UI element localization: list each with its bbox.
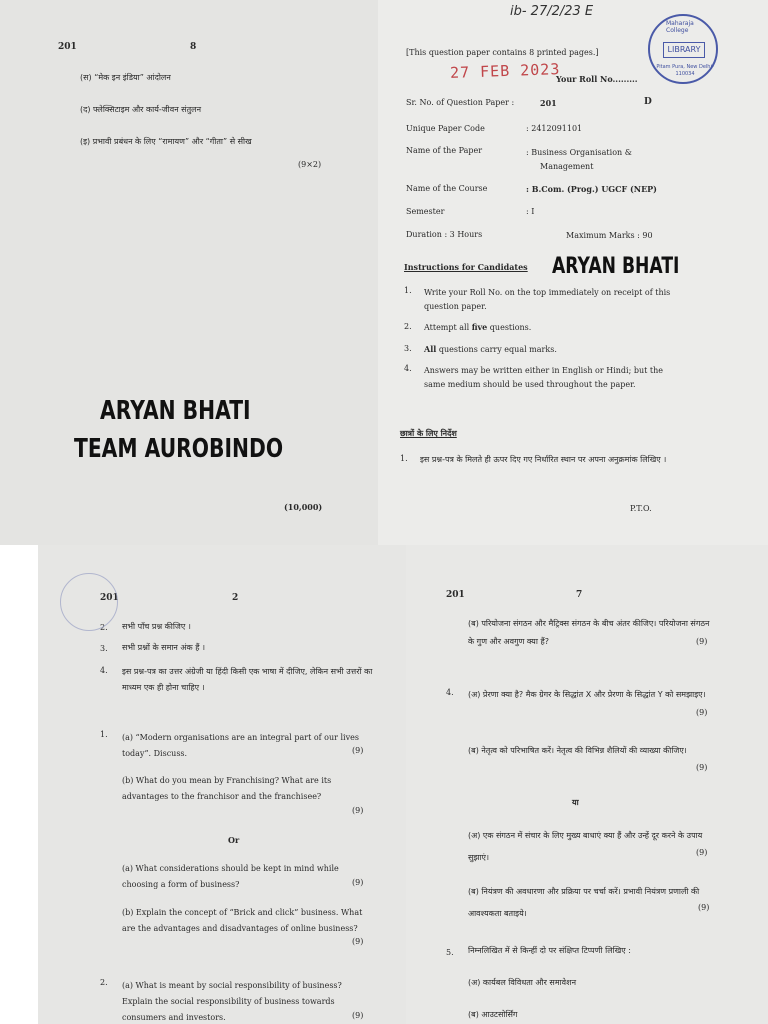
instruction-number: 2. — [404, 322, 412, 331]
marks: (9) — [696, 763, 708, 772]
printed-pages-note: [This question paper contains 8 printed pages.] — [406, 48, 599, 57]
stamp-bottom-text: Pitam Pura, New Delhi-110034 — [656, 64, 714, 77]
list-item: सभी प्रश्नों के समान अंक हैं । — [122, 643, 206, 652]
sr-no-value: 201 — [540, 98, 557, 108]
handwritten-note: ib- 27/2/23 E — [510, 4, 594, 19]
instruction-text: All questions carry equal marks. — [424, 344, 557, 354]
paper-name-value-2: Management — [540, 162, 594, 171]
list-item: सभी पाँच प्रश्न कीजिए । — [122, 622, 191, 631]
question-4a: (अ) प्रेरणा क्या है? मैक ग्रेगर के सिद्धांत X और प्रेरणा के सिद्धांत Y को समझाइए। — [468, 690, 706, 699]
cover-page — [378, 0, 768, 545]
instructions-heading: Instructions for Candidates — [404, 262, 528, 272]
question-number: 5. — [446, 948, 454, 957]
paper-code: 201 — [100, 593, 119, 603]
list-item: (इ) प्रभावी प्रबंधन के लिए “रामायण” और “गीता” से सीख — [80, 137, 252, 146]
item-number: 2. — [100, 623, 108, 632]
marks: (9) — [352, 806, 364, 815]
question-b: (ब) परियोजना संगठन और मैट्रिक्स संगठन के बीच अंतर कीजिए। परियोजना संगठन के गुण और अवगुण क्या हैं? — [468, 619, 710, 646]
marks: (9) — [698, 903, 710, 912]
marks: (9) — [352, 878, 364, 887]
paper-name-label: Name of the Paper — [406, 146, 483, 155]
list-item: (ब) आउटसोर्सिंग — [468, 1010, 518, 1019]
list-item: (द) फ्लेक्सिटाइम और कार्य-जीवन संतुलन — [80, 105, 202, 114]
question-4a-alt: (अ) एक संगठन में संचार के लिए मुख्य बाधाएं क्या हैं और उन्हें दूर करने के उपाय सुझाएं। — [468, 831, 703, 862]
marks: (9) — [352, 937, 364, 946]
instruction-number: 3. — [404, 344, 412, 353]
list-item: इस प्रश्न-पत्र का उत्तर अंग्रेजी या हिंदी किसी एक भाषा में दीजिए, लेकिन सभी उत्तरों का माध्यम एक ही होना चाहिए । — [122, 667, 373, 692]
question-4b-alt: (ब) नियंत्रण की अवधारणा और प्रक्रिया पर चर्चा करें। प्रभावी नियंत्रण प्रणाली की आवश्यकता बताइये। — [468, 887, 700, 918]
semester-label: Semester — [406, 207, 445, 216]
marks: (9) — [696, 848, 708, 857]
duration: Duration : 3 Hours — [406, 230, 483, 239]
question-2a: (a) What is meant by social responsibility of business? Explain the social responsibility of business towards consumers and investors. — [122, 981, 342, 1022]
paper-code: 201 — [446, 590, 465, 600]
instruction-text: Answers may be written either in English or Hindi; but the same medium should be used throughout the paper. — [424, 366, 663, 389]
set-letter: D — [644, 97, 652, 107]
marks: (9) — [696, 708, 708, 717]
semester-value: : I — [526, 207, 535, 216]
instruction-text: Write your Roll No. on the top immediately on receipt of this question paper. — [424, 288, 671, 311]
question-number: 4. — [446, 688, 454, 697]
question-1a-alt: (a) What considerations should be kept in mind while choosing a form of business? — [122, 864, 339, 889]
question-number: 1. — [100, 730, 108, 739]
watermark-name: ARYAN BHATI — [552, 254, 680, 279]
upc-value: : 2412091101 — [526, 124, 583, 133]
library-stamp — [648, 14, 718, 84]
paper-code: 201 — [58, 42, 77, 52]
watermark-name: ARYAN BHATI — [100, 396, 251, 426]
roll-no-label: Your Roll No......... — [556, 74, 638, 84]
course-value: : B.Com. (Prog.) UGCF (NEP) — [526, 184, 657, 194]
or-label: Or — [228, 835, 240, 845]
question-5: निम्नलिखित में से किन्हीं दो पर संक्षिप्त टिप्पणी लिखिए : — [468, 946, 631, 955]
list-item: (स) “मेक इन इंडिया” आंदोलन — [80, 73, 171, 82]
instruction-number: 4. — [404, 364, 412, 373]
marks: (9) — [352, 746, 364, 755]
question-4b: (ब) नेतृत्व को परिभाषित करें। नेतृत्व की विभिन्न शैलियों की व्याख्या कीजिए। — [468, 746, 687, 755]
print-run: (10,000) — [284, 502, 323, 512]
page-number: 2 — [232, 593, 239, 603]
course-label: Name of the Course — [406, 184, 488, 193]
hindi-instruction: इस प्रश्न-पत्र के मिलते ही ऊपर दिए गए निर्धारित स्थान पर अपना अनुक्रमांक लिखिए । — [420, 455, 667, 464]
page-number: 7 — [576, 590, 583, 600]
stamp-label: LIBRARY — [663, 42, 705, 58]
marks: (9) — [352, 1011, 364, 1020]
list-item: (अ) कार्यबल विविधता और समावेशन — [468, 978, 577, 987]
page-number: 8 — [190, 42, 197, 52]
question-1b: (b) What do you mean by Franchising? What are its advantages to the franchisor and the franchisee? — [122, 776, 332, 801]
instruction-number: 1. — [404, 286, 412, 295]
watermark-team: TEAM AUROBINDO — [74, 434, 284, 464]
date-stamp: 27 FEB 2023 — [449, 60, 561, 82]
item-number: 3. — [100, 644, 108, 653]
hindi-heading: छात्रों के लिए निर्देश — [400, 429, 457, 438]
marks: (9×2) — [298, 160, 322, 169]
upc-label: Unique Paper Code — [406, 124, 485, 133]
pto: P.T.O. — [630, 504, 652, 513]
or-label: या — [572, 798, 579, 807]
faded-stamp — [60, 573, 118, 631]
max-marks: Maximum Marks : 90 — [566, 231, 653, 240]
page-8 — [0, 0, 380, 545]
stamp-top-text: Maharaja College — [666, 20, 694, 34]
marks: (9) — [696, 637, 708, 646]
item-number: 4. — [100, 666, 108, 675]
instruction-number: 1. — [400, 454, 408, 463]
question-1b-alt: (b) Explain the concept of “Brick and click” business. What are the advantages and disadvantages of online business? — [122, 908, 363, 933]
question-number: 2. — [100, 978, 108, 987]
page-7 — [406, 545, 768, 1024]
paper-name-value: : Business Organisation & — [526, 148, 632, 157]
sr-no-label: Sr. No. of Question Paper : — [406, 98, 515, 107]
instruction-text: Attempt all five questions. — [424, 322, 532, 332]
question-1a: (a) “Modern organisations are an integral part of our lives today”. Discuss. — [122, 733, 359, 758]
